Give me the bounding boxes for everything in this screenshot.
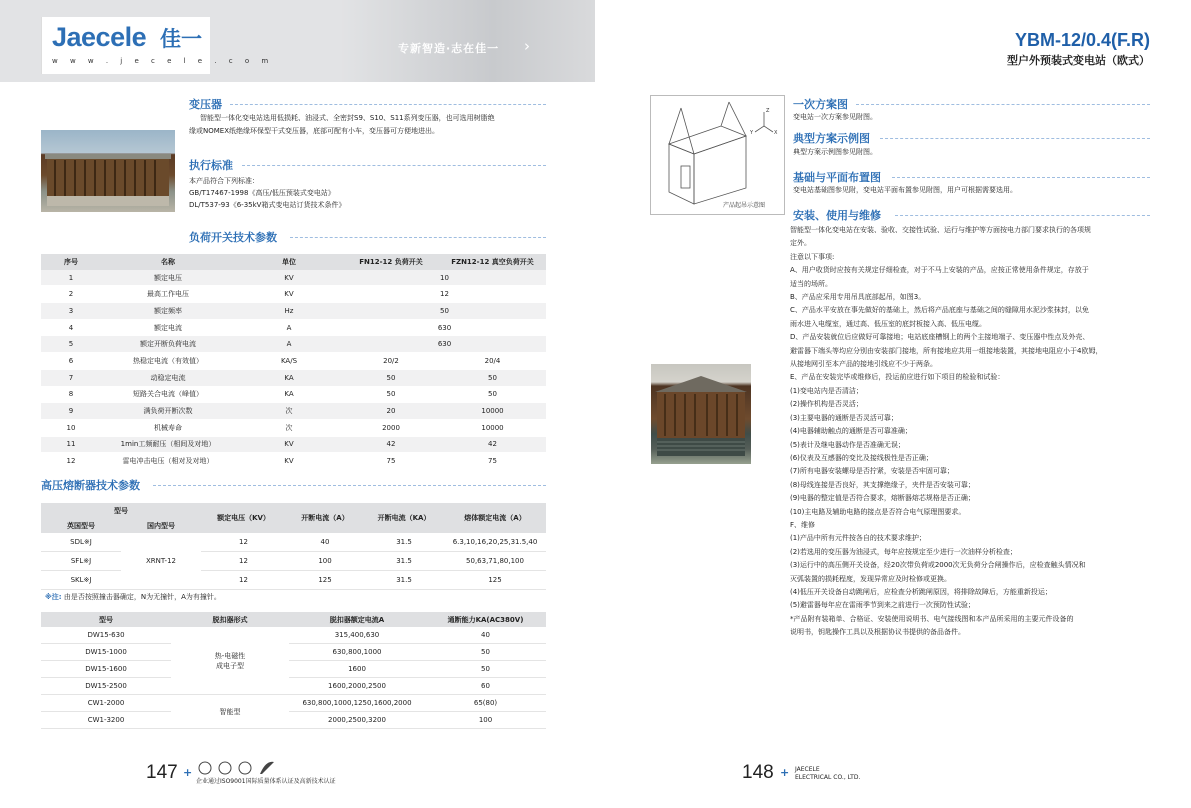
table-cell: 42: [439, 436, 546, 453]
substation-photo-graphic: [41, 130, 175, 212]
table-cell: CW1-2000: [41, 695, 171, 712]
diagram-caption: 产品起吊示意图: [723, 202, 766, 209]
table-cell: 额定电流: [101, 319, 235, 336]
install-line: (3)运行中的高压侧开关设备，经20次带负荷或2000次无负荷分合闸操作后，应检查触头情况和: [790, 561, 1086, 570]
chevron-right-icon: ›: [524, 37, 530, 55]
install-line: (10)主电路及辅助电路的接点是否符合电气原理图要求。: [790, 507, 966, 516]
table-cell: 额定电压: [101, 270, 235, 286]
table-cell: 50: [343, 386, 439, 403]
table-cell: 31.5: [364, 552, 444, 571]
install-line: (9)电器的整定值是否符合要求，熔断器熔芯规格是否正确；: [790, 494, 975, 503]
table-cell: 2000,2500,3200: [289, 712, 425, 729]
table-cell: 75: [343, 453, 439, 470]
table-cell: 热稳定电流（有效值）: [101, 353, 235, 370]
table-cell: 65(80): [425, 695, 546, 712]
divider: [892, 177, 1150, 178]
lifting-diagram: [650, 95, 785, 215]
table-cell: 5: [41, 336, 101, 353]
install-line: E、产品在安装完毕或维修后，投运前应进行如下项目的检验和试验：: [790, 373, 1005, 382]
table-cell: 1: [41, 270, 101, 286]
table-cell: 50: [439, 369, 546, 386]
install-line: 适当的场所。: [790, 279, 832, 288]
table-row: [41, 403, 546, 420]
table-header: FZN12-12 真空负荷开关: [439, 254, 546, 270]
table-header: FN12-12 负荷开关: [343, 254, 439, 270]
table-cell: 31.5: [364, 571, 444, 590]
section-base-heading: 基础与平面布置图: [793, 171, 881, 184]
fuse-note-label: ※注:: [45, 593, 62, 601]
table-cell: 6.3,10,16,20,25,31.5,40: [444, 533, 546, 552]
divider: [856, 104, 1150, 105]
table-cell: 100: [425, 712, 546, 729]
section-typical-heading: 典型方案示例图: [793, 132, 870, 145]
table-cell: 8: [41, 386, 101, 403]
table-header: 型号: [41, 503, 201, 518]
page-number-right: 148: [742, 762, 774, 783]
divider: [880, 138, 1150, 139]
table-header: 脱扣器形式: [171, 612, 289, 627]
install-line: (2)操作机构是否灵活；: [790, 400, 863, 409]
table-cell: A: [235, 336, 343, 353]
table-header: 脱扣器额定电流A: [289, 612, 425, 627]
install-line: F、维修: [790, 520, 816, 529]
table-cell: 12: [41, 453, 101, 470]
breaker-params-table: [41, 612, 546, 729]
transformer-line: 智能型一体化变电站选用低损耗、油浸式、全密封S9、S10、S11系列变压器，也可选用树脂绝: [200, 114, 495, 122]
table-cell: DW15-630: [41, 627, 171, 644]
table-row: [41, 661, 546, 678]
table-header-row: [41, 503, 546, 518]
install-line: (2)若选用的变压器为油浸式，每年应按规定至少进行一次油样分析检查；: [790, 547, 1017, 556]
install-line: (5)避雷器每年应在雷雨季节到来之前进行一次预防性试验；: [790, 601, 975, 610]
section-fuse-heading: 高压熔断器技术参数: [41, 479, 140, 492]
table-cell: 10000: [439, 403, 546, 420]
table-header-row: [41, 612, 546, 627]
table-cell: 满负荷开断次数: [101, 403, 235, 420]
table-row: [41, 695, 546, 712]
table-cell: 42: [343, 436, 439, 453]
table-cell: 12: [201, 533, 286, 552]
base-text: 变电站基础图参见附，变电站平面布置参见附图，用户可根据需要选用。: [793, 186, 1017, 194]
install-line: 避雷器下端头等均应分别由安装部门接地，所有接地应共用一组接地装置，其接地电阻应小于4欧姆，: [790, 346, 1103, 355]
install-line: 雨水进入电缆室，通过高、低压室的底封板接入高、低压电缆。: [790, 319, 986, 328]
install-line: C、产品水平安放在事先做好的基础上，然后将产品底座与基础之间的缝隙用水泥沙浆抹封，以免: [790, 306, 1089, 315]
table-cell: 125: [444, 571, 546, 590]
table-row: [41, 336, 546, 353]
table-row: [41, 552, 546, 571]
table-header: 序号: [41, 254, 101, 270]
install-line: (3)主要电器的通断是否灵活可靠；: [790, 413, 898, 422]
table-cell: 1min工频耐压（相间及对地）: [101, 436, 235, 453]
table-header: 单位: [235, 254, 343, 270]
table-row: [41, 353, 546, 370]
table-cell: 1600,2000,2500: [289, 678, 425, 695]
table-cell: 40: [286, 533, 364, 552]
table-cell: A: [235, 319, 343, 336]
substation-photo-2-graphic: [651, 364, 751, 464]
plus-icon: +: [183, 766, 193, 779]
table-cell: DW15-1600: [41, 661, 171, 678]
table-cell: 31.5: [364, 533, 444, 552]
footer-company: [795, 766, 860, 782]
table-cell: 20: [343, 403, 439, 420]
table-cell: 630: [343, 319, 546, 336]
standard-text: [189, 175, 539, 211]
fuse-note-text: 由是否按照撞击器确定，N为无撞针，A为有撞针。: [63, 593, 221, 601]
svg-text:Y: Y: [750, 130, 754, 136]
table-cell: 12: [201, 571, 286, 590]
table-cell: 11: [41, 436, 101, 453]
lifting-diagram-graphic: [651, 96, 784, 214]
svg-text:X: X: [774, 130, 778, 136]
install-line: (7)所有电器安装螺母是否拧紧，安装是否牢固可靠；: [790, 467, 954, 476]
transformer-text: [189, 112, 550, 138]
table-cell: 630,800,1000: [289, 644, 425, 661]
table-cell: 10: [41, 419, 101, 436]
standard-line: GB/T17467-1998《高压/低压预装式变电站》: [189, 189, 335, 197]
table-header: 熔体额定电流（A）: [444, 503, 546, 533]
table-cell: KA: [235, 386, 343, 403]
table-cell: SKL※J: [41, 571, 121, 590]
divider: [895, 215, 1150, 216]
table-cell: SFL※J: [41, 552, 121, 571]
table-row: [41, 436, 546, 453]
install-line: 从接地网引至本产品的接地引线应不少于两条。: [790, 360, 937, 369]
table-row: [41, 303, 546, 320]
table-row: [41, 419, 546, 436]
table-cell: 50: [425, 661, 546, 678]
table-cell: DW15-2500: [41, 678, 171, 695]
table-cell: SDL※J: [41, 533, 121, 552]
table-cell: 315,400,630: [289, 627, 425, 644]
table-cell: 次: [235, 403, 343, 420]
table-header: 国内型号: [121, 518, 201, 533]
table-cell: 50: [343, 369, 439, 386]
table-cell: 6: [41, 353, 101, 370]
table-cell: 2000: [343, 419, 439, 436]
table-header: 名称: [101, 254, 235, 270]
divider: [290, 237, 546, 238]
table-cell: 630,800,1000,1250,1600,2000: [289, 695, 425, 712]
install-line: 智能型一体化变电站在安装、验收、交接性试验、运行与维护等方面按电力部门要求执行的各项规: [790, 226, 1091, 234]
section-primary-heading: 一次方案图: [793, 98, 848, 111]
switch-params-table: [41, 254, 546, 470]
install-line: 定外。: [790, 239, 811, 248]
install-line: 说明书，钥匙操作工具以及根据协议书提供的备品备件。: [790, 628, 965, 637]
fuse-params-table: [41, 503, 546, 590]
table-cell: 40: [425, 627, 546, 644]
install-line: D、产品安装就位后应做好可靠接地；电站底座槽钢上的两个主接地端子、变压器中性点及外壳、: [790, 333, 1090, 342]
install-line: *产品附有装箱单、合格证、安装使用说明书、电气接线图和本产品所采用的主要元件设备的: [790, 614, 1074, 623]
table-cell: 9: [41, 403, 101, 420]
brand-logo-cn: 佳一: [160, 27, 202, 51]
table-header: 开断电流（KA）: [364, 503, 444, 533]
table-cell: 次: [235, 419, 343, 436]
table-cell: KA/S: [235, 353, 343, 370]
table-cell: 60: [425, 678, 546, 695]
fuse-note: [45, 592, 221, 602]
divider: [153, 485, 546, 486]
table-cell: 10000: [439, 419, 546, 436]
install-line: 灭弧装置的损耗程度，发现异常应及时检修或更换。: [790, 574, 951, 583]
table-cell: 智能型: [171, 695, 289, 729]
table-cell: 12: [201, 552, 286, 571]
table-cell: CW1-3200: [41, 712, 171, 729]
table-cell: KV: [235, 270, 343, 286]
table-cell: 最高工作电压: [101, 286, 235, 303]
table-cell: KV: [235, 453, 343, 470]
page-number-left: 147: [146, 762, 178, 783]
page-subtitle: 型户外预装式变电站（欧式）: [1007, 54, 1150, 67]
table-cell: 20/2: [343, 353, 439, 370]
table-cell: 630: [343, 336, 546, 353]
table-cell: 3: [41, 303, 101, 320]
footer-cert-text: 企业通过ISO9001国际质量体系认证及高新技术认证: [196, 778, 336, 785]
substation-photo-2: [651, 364, 751, 464]
table-header: 开断电流（A）: [286, 503, 364, 533]
section-transformer-heading: 变压器: [189, 98, 222, 111]
table-cell: 短路关合电流（峰值）: [101, 386, 235, 403]
section-switch-heading: 负荷开关技术参数: [189, 231, 277, 244]
table-cell: 125: [286, 571, 364, 590]
table-row: [41, 533, 546, 552]
table-cell: XRNT-12: [121, 533, 201, 590]
divider: [230, 104, 546, 105]
table-cell: 4: [41, 319, 101, 336]
table-cell: 机械寿命: [101, 419, 235, 436]
table-row: [41, 644, 546, 661]
page-title: YBM-12/0.4(F.R): [1014, 30, 1150, 50]
table-row: [41, 270, 546, 286]
standard-line: 本产品符合下列标准：: [189, 177, 259, 185]
table-cell: Hz: [235, 303, 343, 320]
install-text: [790, 224, 1150, 640]
install-line: 注意以下事项:: [790, 252, 835, 261]
table-cell: KA: [235, 369, 343, 386]
table-cell: KV: [235, 286, 343, 303]
footer-company-line: ELECTRICAL CO., LTD.: [795, 774, 861, 781]
install-line: (1)产品中所有元件按各自的技术要求维护；: [790, 534, 926, 543]
table-row: [41, 286, 546, 303]
table-cell: 12: [343, 286, 546, 303]
table-cell: 50,63,71,80,100: [444, 552, 546, 571]
table-cell: 50: [439, 386, 546, 403]
table-cell: 20/4: [439, 353, 546, 370]
table-header-row: [41, 254, 546, 270]
table-row: [41, 369, 546, 386]
install-line: (6)仪表及互感器的变比及接线极性是否正确；: [790, 453, 933, 462]
table-cell: 雷电冲击电压（相对及对地）: [101, 453, 235, 470]
table-cell: 动稳定电流: [101, 369, 235, 386]
primary-text: 变电站一次方案参见附图。: [793, 113, 877, 121]
install-line: A、用户收货时应按有关规定仔细检查，对于不马上安装的产品，应按正常使用条件规定，存放于: [790, 266, 1089, 275]
table-row: [41, 712, 546, 729]
table-row: [41, 571, 546, 590]
table-cell: DW15-1000: [41, 644, 171, 661]
brand-url: w w w . j e c e l e . c o m: [52, 57, 274, 65]
transformer-line: 缘或NOMEX纸绝缘环保型干式变压器，底部可配有小车，变压器可方便地进出。: [189, 127, 440, 135]
install-line: (8)母线连接是否良好，其支撑绝缘子，夹件是否安装可靠；: [790, 480, 975, 489]
divider: [242, 165, 546, 166]
table-cell: 50: [425, 644, 546, 661]
install-line: (4)低压开关设备自动跳闸后，应检查分析跳闸原因，将排除故障后，方能重新投运；: [790, 587, 1052, 596]
footer-company-line: JAECELE: [795, 766, 820, 773]
substation-photo: [41, 130, 175, 212]
table-row: [41, 386, 546, 403]
table-row: [41, 319, 546, 336]
svg-text:Z: Z: [766, 108, 770, 114]
table-cell: 50: [343, 303, 546, 320]
table-cell: 1600: [289, 661, 425, 678]
table-cell: 额定频率: [101, 303, 235, 320]
table-header: 型号: [41, 612, 171, 627]
install-line: B、产品应采用专用吊具底部起吊，如图3。: [790, 293, 926, 302]
table-header: 通断能力KA(AC380V): [425, 612, 546, 627]
table-header: 额定电压（KV）: [201, 503, 286, 533]
table-cell: 7: [41, 369, 101, 386]
brand-logo: Jaecele: [52, 22, 147, 52]
table-cell: 热-电磁性 成电子型: [171, 627, 289, 695]
install-line: (5)表计及继电器动作是否准确无误；: [790, 440, 905, 449]
table-cell: 100: [286, 552, 364, 571]
table-cell: 2: [41, 286, 101, 303]
table-cell: 额定开断负荷电流: [101, 336, 235, 353]
table-row: [41, 627, 546, 644]
table-header: 英国型号: [41, 518, 121, 533]
standard-line: DL/T537-93《6-35kV箱式变电站订货技术条件》: [189, 201, 346, 209]
table-cell: 10: [343, 270, 546, 286]
table-cell: 75: [439, 453, 546, 470]
install-line: (4)电器辅助触点的通断是否可靠准确；: [790, 427, 912, 436]
install-line: (1)变电站内是否清洁；: [790, 386, 863, 395]
table-cell: KV: [235, 436, 343, 453]
table-row: [41, 453, 546, 470]
plus-icon: +: [780, 766, 790, 779]
typical-text: 典型方案示例图参见附图。: [793, 148, 877, 156]
table-row: [41, 678, 546, 695]
brand-slogan: 专新智造·志在佳一: [398, 42, 500, 55]
section-standard-heading: 执行标准: [189, 159, 233, 172]
section-install-heading: 安装、使用与维修: [793, 209, 881, 222]
